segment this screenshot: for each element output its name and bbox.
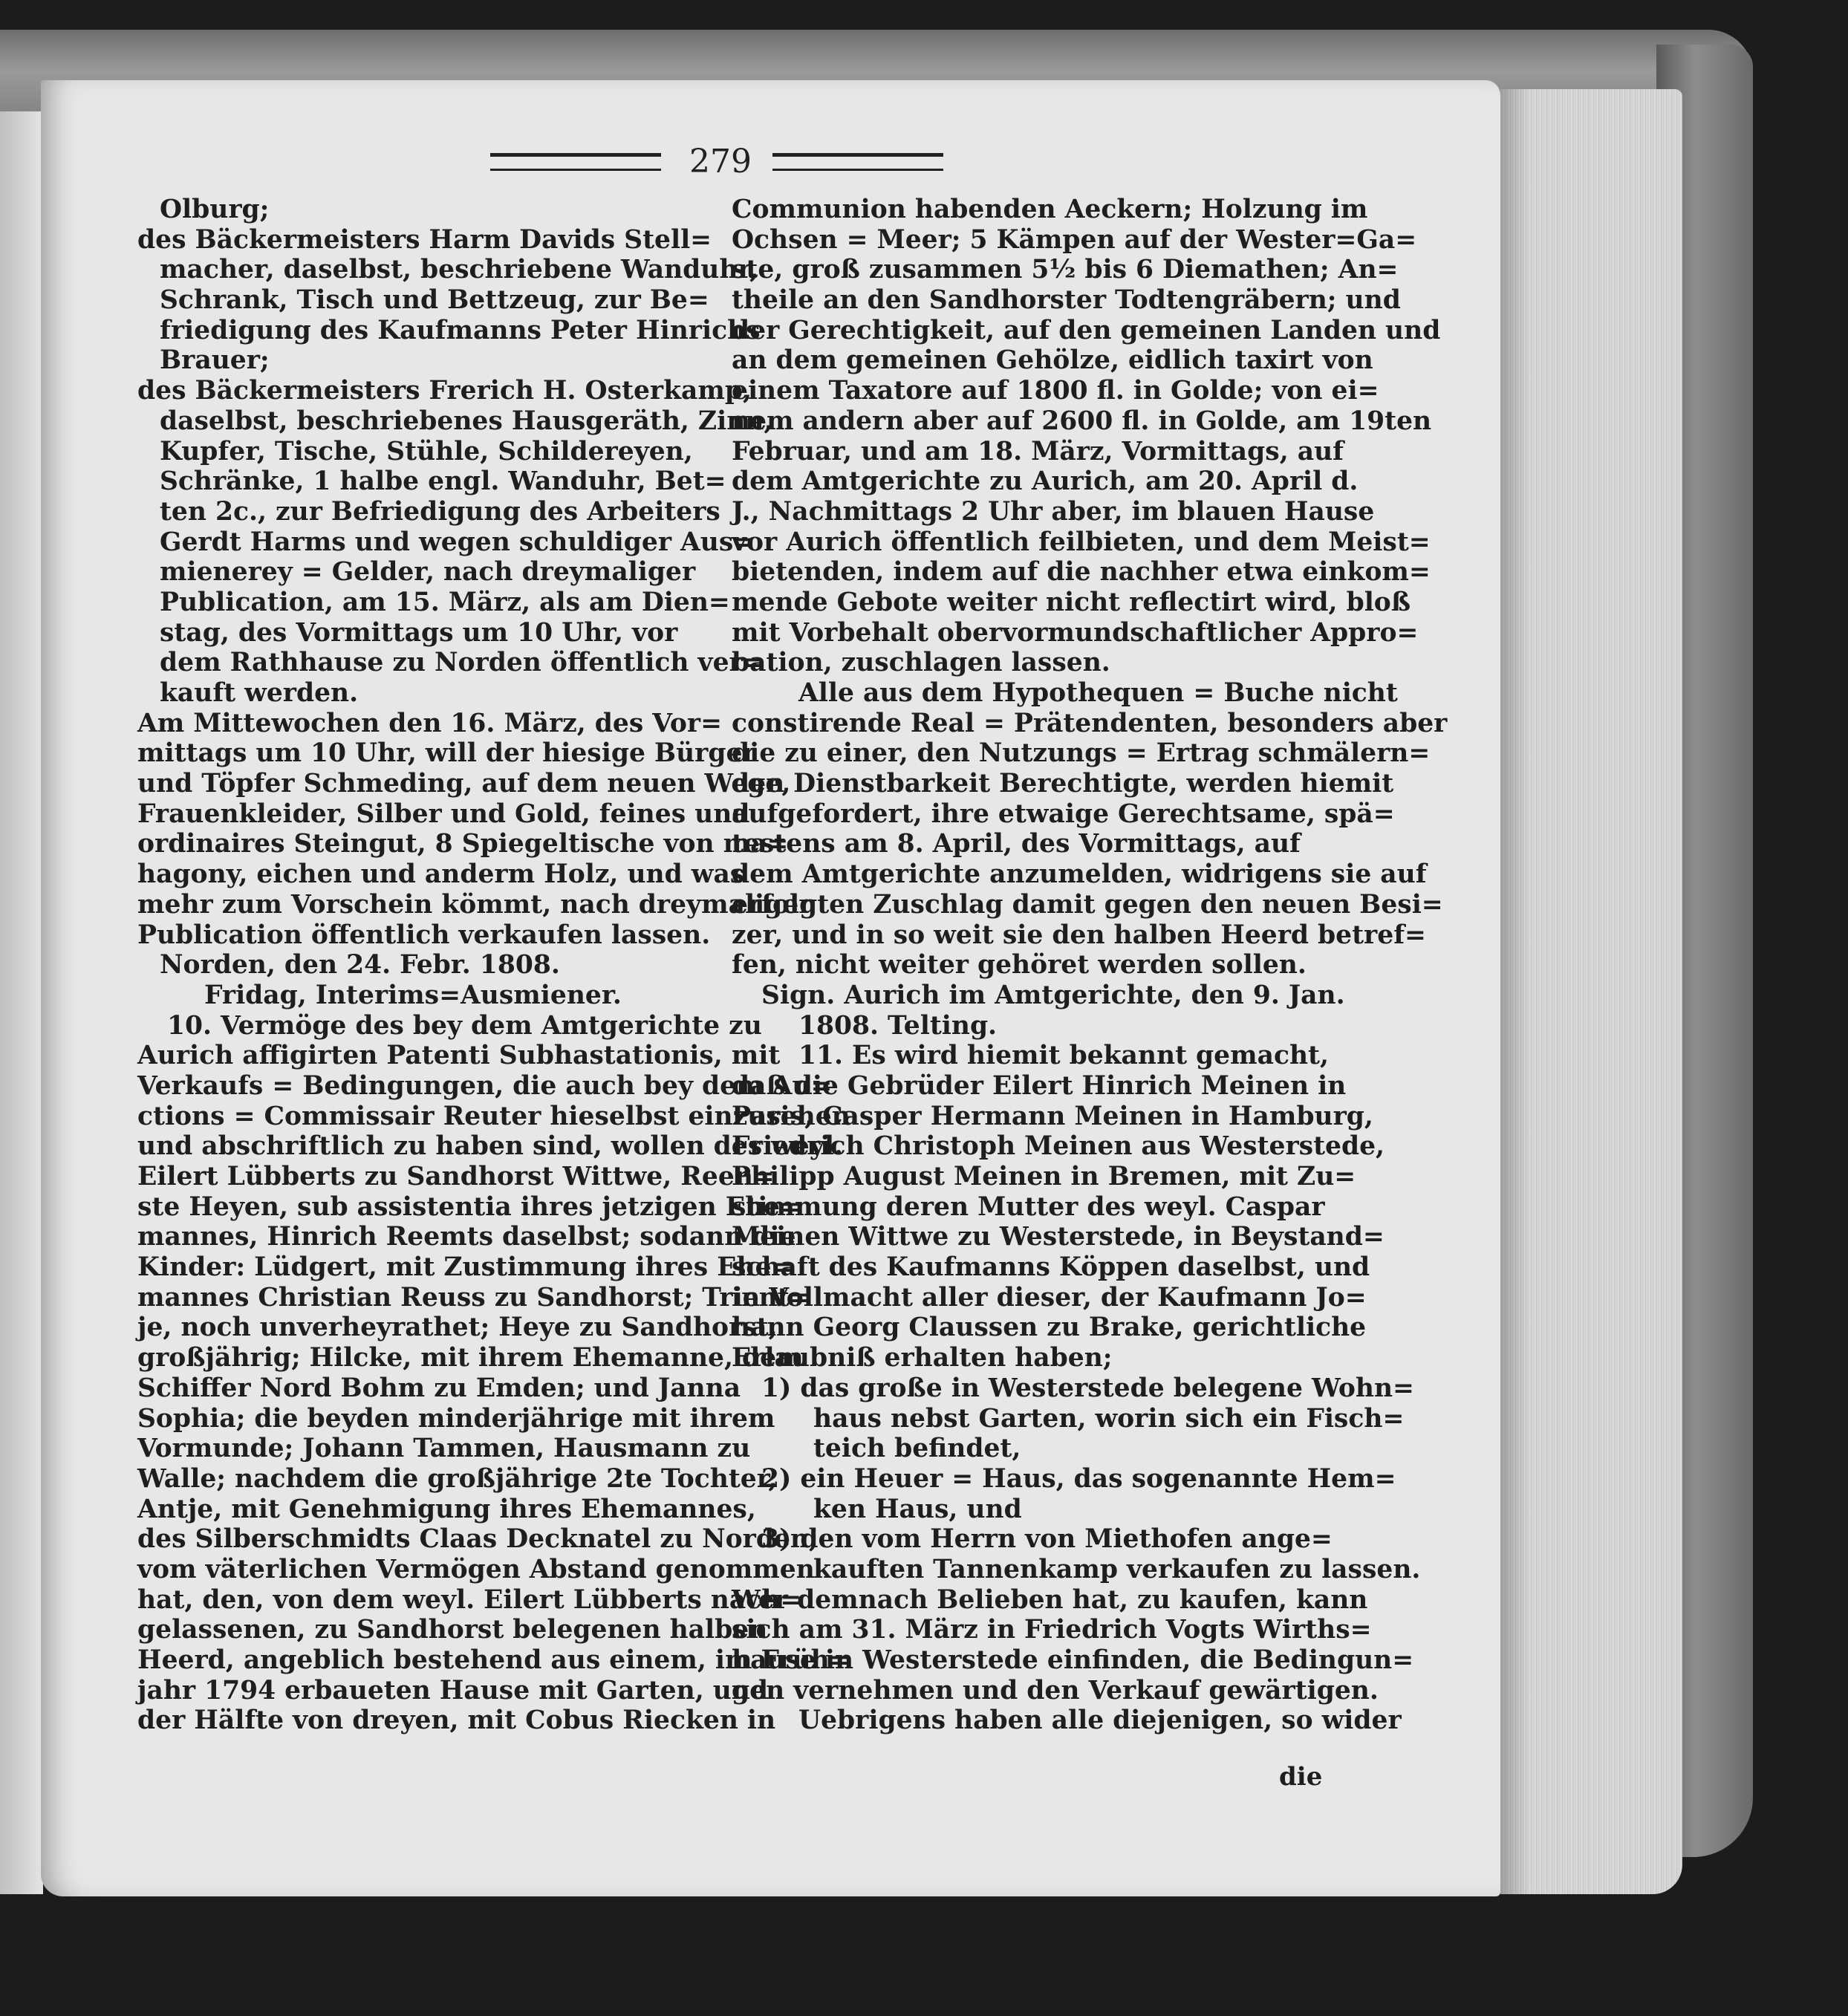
- text-line: Heerd, angeblich bestehend aus einem, im Früh=: [137, 1645, 851, 1675]
- text-line: Friedrich Christoph Meinen aus Westerstede,: [732, 1131, 1385, 1162]
- text-line: Schränke, 1 halbe engl. Wanduhr, Bet=: [160, 466, 726, 497]
- text-line: Sign. Aurich im Amtgerichte, den 9. Jan.: [761, 980, 1345, 1010]
- text-line: 3) den vom Herrn von Miethofen ange=: [761, 1524, 1333, 1555]
- text-line: ste Heyen, sub assistentia ihres jetzigen Ehe=: [137, 1191, 801, 1222]
- text-line: Aurich affigirten Patenti Subhastationis, mit: [137, 1041, 781, 1071]
- text-line: Schrank, Tisch und Bettzeug, zur Be=: [160, 285, 709, 316]
- text-line: jahr 1794 erbaueten Hause mit Garten, und: [137, 1675, 769, 1706]
- header-rule-right: [772, 153, 943, 171]
- text-line: fen, nicht weiter gehöret werden sollen.: [732, 950, 1307, 981]
- text-line: Verkaufs = Bedingungen, die auch bey dem Au=: [137, 1070, 833, 1101]
- text-line: zer, und in so weit sie den halben Heerd betref=: [732, 920, 1426, 950]
- text-line: Erlaubniß erhalten haben;: [732, 1343, 1113, 1373]
- page-gutter-shadow: [1500, 89, 1530, 1894]
- text-line: hagony, eichen und anderm Holz, und was: [137, 859, 745, 890]
- text-line: erfolgten Zuschlag damit gegen den neuen Besi=: [732, 889, 1443, 920]
- text-line: Brauer;: [160, 345, 270, 376]
- text-line: mannes, Hinrich Reemts daselbst; sodann die: [137, 1222, 796, 1252]
- text-line: Uebrigens haben alle diejenigen, so wider: [798, 1706, 1402, 1736]
- text-line: der Gerechtigkeit, auf den gemeinen Landen und: [732, 315, 1441, 345]
- text-line: gen vernehmen und den Verkauf gewärtigen.: [732, 1675, 1379, 1706]
- text-line: theile an den Sandhorster Todtengräbern; und: [732, 285, 1401, 316]
- text-line: mannes Christian Reuss zu Sandhorst; Trient=: [137, 1282, 811, 1313]
- text-line: stag, des Vormittags um 10 Uhr, vor: [160, 617, 678, 648]
- text-line: Fridag, Interims=Ausmiener.: [204, 980, 622, 1010]
- text-line: J., Nachmittags 2 Uhr aber, im blauen Hause: [732, 496, 1375, 527]
- text-line: des Bäckermeisters Harm Davids Stell=: [137, 224, 712, 255]
- text-line: Eilert Lübberts zu Sandhorst Wittwe, Reen=: [137, 1162, 775, 1191]
- text-line: an dem gemeinen Gehölze, eidlich taxirt von: [732, 345, 1373, 376]
- text-line: aufgefordert, ihre etwaige Gerechtsame, spä=: [732, 799, 1395, 829]
- text-line: dem Rathhause zu Norden öffentlich ver=: [160, 648, 764, 678]
- text-line: vor Aurich öffentlich feilbieten, und dem Meist=: [732, 527, 1431, 557]
- text-line: und Töpfer Schmeding, auf dem neuen Wege,: [137, 769, 791, 799]
- text-line: stimmung deren Mutter des weyl. Caspar: [732, 1191, 1325, 1222]
- page-number: 279: [689, 143, 752, 181]
- text-line: vom väterlichen Vermögen Abstand genommen: [137, 1554, 815, 1584]
- text-line: ten 2c., zur Befriedigung des Arbeiters: [160, 496, 720, 527]
- header-rule-left: [490, 153, 661, 171]
- text-line: Vormunde; Johann Tammen, Hausmann zu: [137, 1434, 751, 1464]
- text-line: Schiffer Nord Bohm zu Emden; und Janna: [137, 1373, 741, 1403]
- text-line: Paris, Casper Hermann Meinen in Hamburg,: [732, 1101, 1373, 1131]
- text-line: Publication, am 15. März, als am Dien=: [160, 587, 730, 617]
- text-line: Publication öffentlich verkaufen lassen.: [137, 920, 711, 950]
- text-line: der Hälfte von dreyen, mit Cobus Riecken in: [137, 1706, 776, 1736]
- text-line: und abschriftlich zu haben sind, wollen des weyl.: [137, 1131, 843, 1162]
- text-line: teich befindet,: [813, 1434, 1021, 1464]
- text-line: dem Amtgerichte anzumelden, widrigens sie auf: [732, 859, 1427, 890]
- text-line: 11. Es wird hiemit bekannt gemacht,: [798, 1041, 1329, 1071]
- text-line: Wer demnach Belieben hat, zu kaufen, kann: [732, 1584, 1368, 1615]
- text-line: macher, daselbst, beschriebene Wanduhr,: [160, 255, 759, 285]
- text-line: Kupfer, Tische, Stühle, Schildereyen,: [160, 436, 693, 466]
- text-line: mit Vorbehalt obervormundschaftlicher Appro=: [732, 617, 1419, 648]
- text-line: 2) ein Heuer = Haus, das sogenannte Hem=: [761, 1463, 1396, 1494]
- text-line: Antje, mit Genehmigung ihres Ehemannes,: [137, 1494, 756, 1524]
- text-line: 10. Vermöge des bey dem Amtgerichte zu: [167, 1010, 762, 1041]
- text-line: des Bäckermeisters Frerich H. Osterkamp,: [137, 376, 752, 406]
- text-line: Sophia; die beyden minderjährige mit ihrem: [137, 1403, 775, 1434]
- text-line: mittags um 10 Uhr, will der hiesige Bürger: [137, 738, 756, 769]
- text-line: Alle aus dem Hypothequen = Buche nicht: [798, 678, 1398, 708]
- text-line: hause in Westerstede einfinden, die Bedingun=: [732, 1645, 1414, 1675]
- left-text-column: [137, 195, 851, 1736]
- catchword: die: [1279, 1762, 1323, 1792]
- page-header: [490, 143, 943, 180]
- text-line: 1) das große in Westerstede belegene Wohn=: [761, 1373, 1414, 1403]
- text-line: constirende Real = Prätendenten, besonders aber: [732, 708, 1448, 738]
- facing-page-edge: [0, 111, 43, 1894]
- text-line: Olburg;: [160, 195, 270, 224]
- text-line: ste, groß zusammen 5½ bis 6 Diemathen; An=: [732, 255, 1399, 285]
- text-line: Meinen Wittwe zu Westerstede, in Beystand=: [732, 1222, 1385, 1252]
- text-line: dem Amtgerichte zu Aurich, am 20. April d.: [732, 466, 1359, 497]
- text-line: je, noch unverheyrathet; Heye zu Sandhorst,: [137, 1313, 778, 1343]
- text-line: hann Georg Claussen zu Brake, gerichtliche: [732, 1313, 1367, 1343]
- text-line: Philipp August Meinen in Bremen, mit Zu=: [732, 1162, 1356, 1191]
- text-line: hat, den, von dem weyl. Eilert Lübberts nach=: [137, 1584, 802, 1615]
- text-line: Ochsen = Meer; 5 Kämpen auf der Wester=Ga=: [732, 224, 1417, 255]
- text-line: bation, zuschlagen lassen.: [732, 648, 1110, 678]
- text-line: den Dienstbarkeit Berechtigte, werden hiemit: [732, 769, 1394, 799]
- text-line: in Vollmacht aller dieser, der Kaufmann Jo=: [732, 1282, 1367, 1313]
- text-line: die zu einer, den Nutzungs = Ertrag schmälern=: [732, 738, 1431, 769]
- text-line: testens am 8. April, des Vormittags, auf: [732, 829, 1301, 859]
- text-line: haus nebst Garten, worin sich ein Fisch=: [813, 1403, 1405, 1434]
- text-line: Gerdt Harms und wegen schuldiger Aus=: [160, 527, 755, 557]
- text-line: ken Haus, und: [813, 1494, 1022, 1524]
- text-line: mienerey = Gelder, nach dreymaliger: [160, 557, 696, 588]
- text-line: schaft des Kaufmanns Köppen daselbst, und: [732, 1252, 1370, 1283]
- text-line: Communion habenden Aeckern; Holzung im: [732, 195, 1368, 224]
- text-line: kauft werden.: [160, 678, 359, 708]
- text-line: Frauenkleider, Silber und Gold, feines und: [137, 799, 750, 829]
- text-line: einem Taxatore auf 1800 fl. in Golde; von ei=: [732, 376, 1379, 406]
- text-line: friedigung des Kaufmanns Peter Hinrichs: [160, 315, 761, 345]
- text-line: Kinder: Lüdgert, mit Zustimmung ihres Ehe=: [137, 1252, 793, 1283]
- text-line: kauften Tannenkamp verkaufen zu lassen.: [813, 1554, 1421, 1584]
- text-line: mende Gebote weiter nicht reflectirt wird, bloß: [732, 587, 1411, 617]
- text-line: ctions = Commissair Reuter hieselbst einzusehen: [137, 1101, 850, 1131]
- text-line: Am Mittewochen den 16. März, des Vor=: [137, 708, 722, 738]
- text-line: Norden, den 24. Febr. 1808.: [160, 950, 560, 981]
- text-line: bietenden, indem auf die nachher etwa einkom=: [732, 557, 1431, 588]
- text-line: gelassenen, zu Sandhorst belegenen halben: [137, 1615, 768, 1645]
- text-line: daselbst, beschriebenes Hausgeräth, Zinn,: [160, 406, 773, 436]
- text-line: ordinaires Steingut, 8 Spiegeltische von ma=: [137, 829, 789, 859]
- text-line: großjährig; Hilcke, mit ihrem Ehemanne, dem: [137, 1343, 804, 1373]
- text-line: des Silberschmidts Claas Decknatel zu Norden,: [137, 1524, 819, 1555]
- text-line: nem andern aber auf 2600 fl. in Golde, am 19ten: [732, 406, 1432, 436]
- text-line: mehr zum Vorschein kömmt, nach dreymaliger: [137, 889, 813, 920]
- text-line: daß die Gebrüder Eilert Hinrich Meinen in: [732, 1070, 1347, 1101]
- text-line: sich am 31. März in Friedrich Vogts Wirths=: [732, 1615, 1372, 1645]
- text-line: Walle; nachdem die großjährige 2te Tochter,: [137, 1463, 778, 1494]
- right-text-column: [732, 195, 1448, 1736]
- text-line: Februar, und am 18. März, Vormittags, auf: [732, 436, 1344, 466]
- text-line: 1808. Telting.: [798, 1010, 998, 1041]
